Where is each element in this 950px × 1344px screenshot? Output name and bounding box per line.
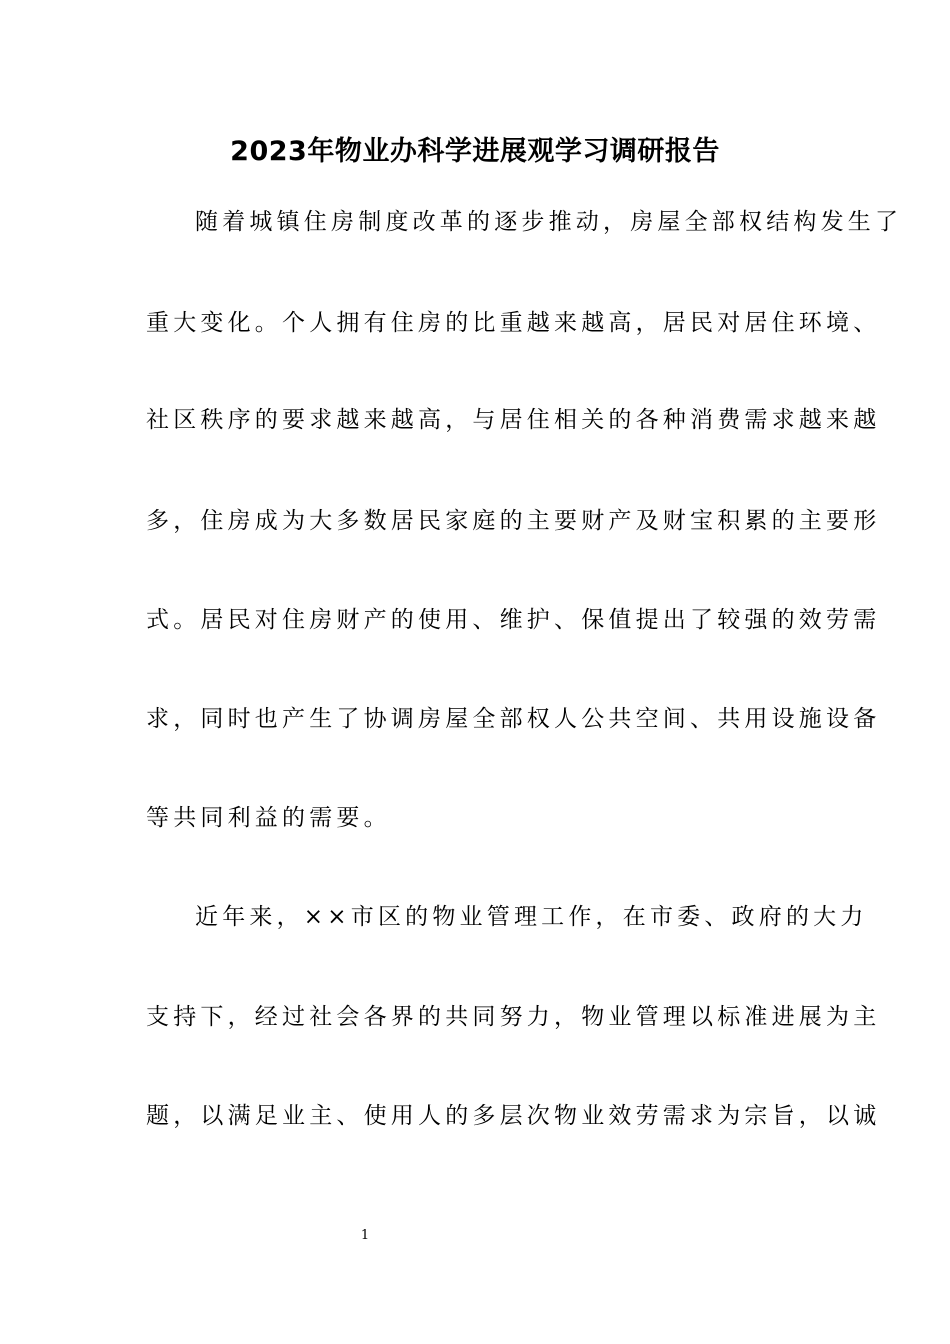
paragraph-1-line-1: 随着城镇住房制度改革的逐步推动，房屋全部权结构发生了 xyxy=(195,209,903,235)
paragraph-2-line-2: 支持下，经过社会各界的共同努力，物业管理以标准进展为主 xyxy=(146,1004,881,1030)
paragraph-1-line-2: 重大变化。个人拥有住房的比重越来越高，居民对居住环境、 xyxy=(146,310,881,336)
page-number: 1 xyxy=(360,1228,370,1243)
paragraph-1-line-5: 式。居民对住房财产的使用、维护、保值提出了较强的效劳需 xyxy=(146,607,881,633)
paragraph-1-line-3: 社区秩序的要求越来越高，与居住相关的各种消费需求越来越 xyxy=(146,407,881,433)
paragraph-1-line-6: 求，同时也产生了协调房屋全部权人公共空间、共用设施设备 xyxy=(146,706,881,732)
paragraph-1-line-4: 多，住房成为大多数居民家庭的主要财产及财宝积累的主要形 xyxy=(146,508,881,534)
paragraph-1-line-7: 等共同利益的需要。 xyxy=(146,805,391,831)
paragraph-2-line-3: 题，以满足业主、使用人的多层次物业效劳需求为宗旨，以诚 xyxy=(146,1103,881,1129)
paragraph-2-line-1: 近年来，××市区的物业管理工作，在市委、政府的大力 xyxy=(195,904,868,930)
document-title: 2023年物业办科学进展观学习调研报告 xyxy=(230,136,720,167)
